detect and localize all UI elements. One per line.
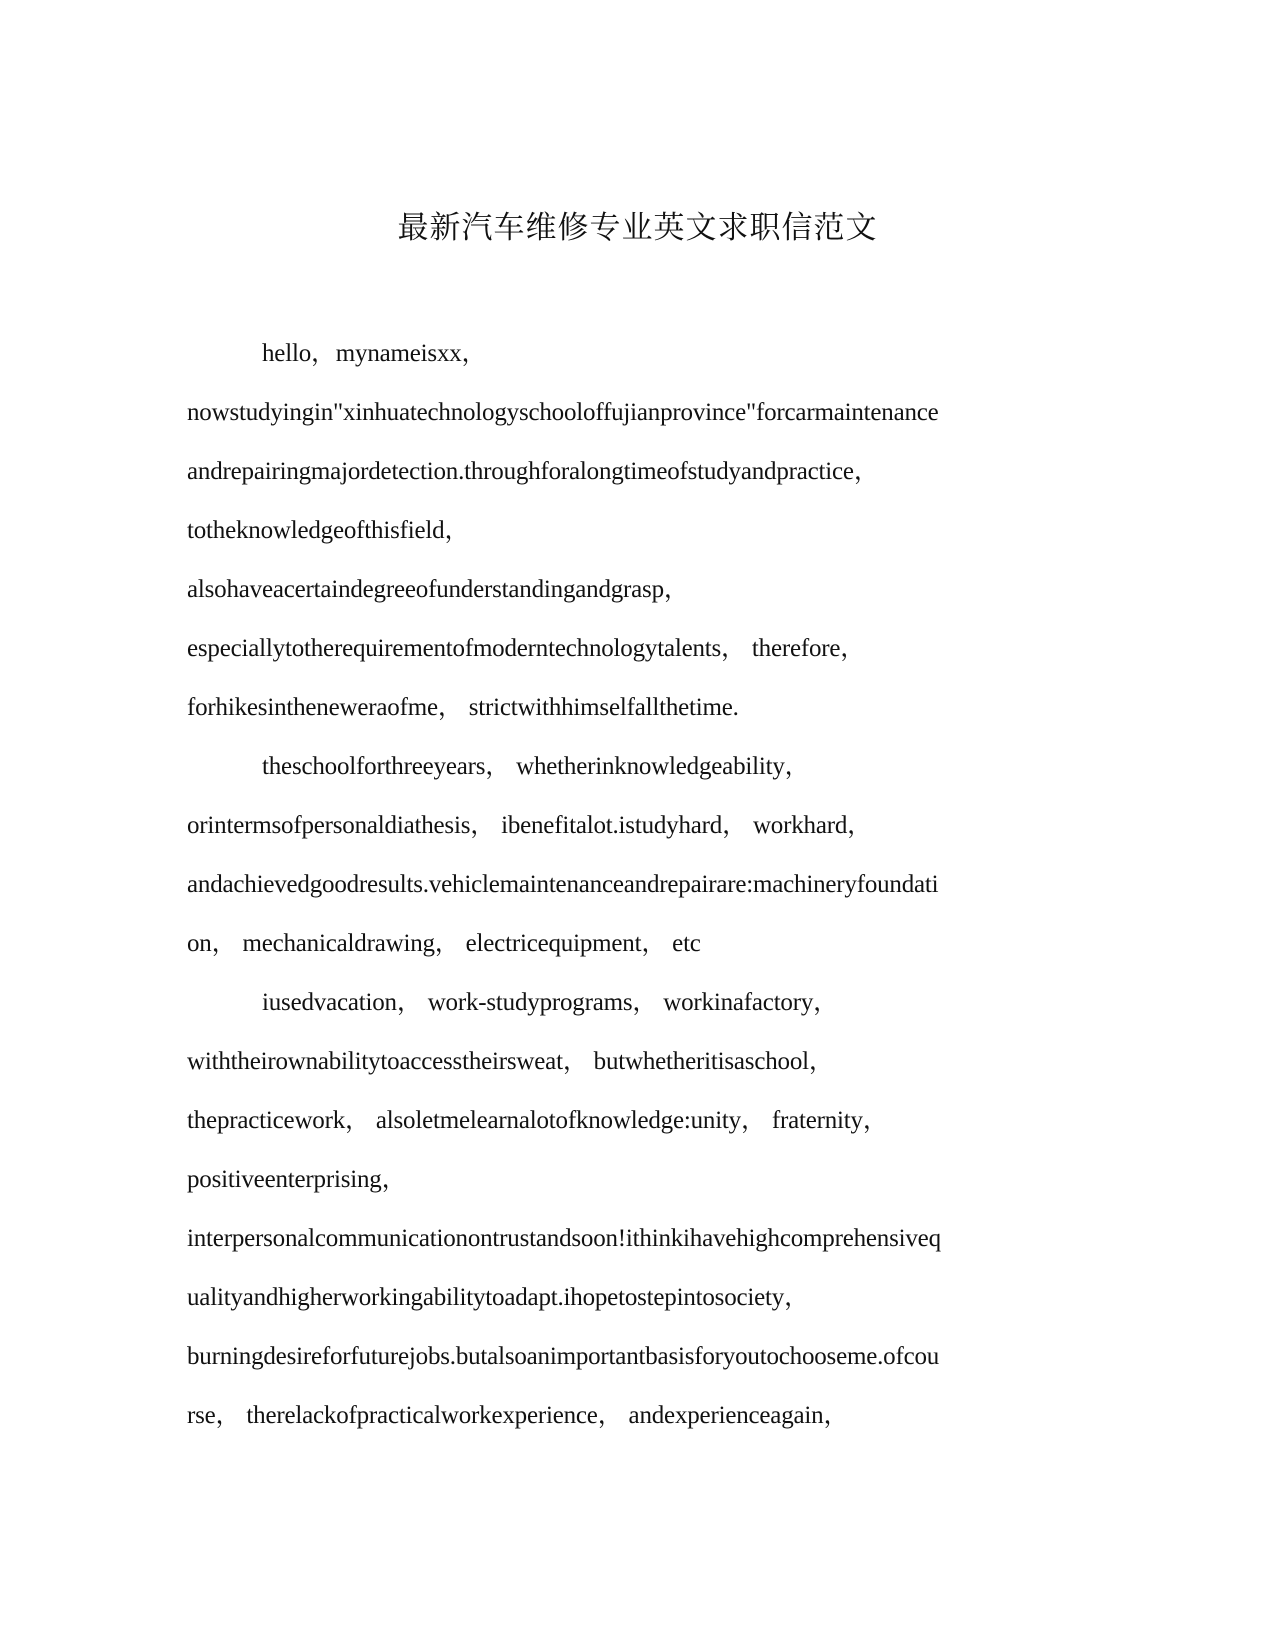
body-line: thepracticework， alsoletmelearnalotofknowledge:unity， fraternity， xyxy=(187,1107,888,1134)
body-line: nowstudyingin"xinhuatechnologyschooloffujianprovince"forcarmaintenance xyxy=(187,399,939,426)
body-line: burningdesireforfuturejobs.butalsoanimportantbasisforyoutochooseme.ofcou xyxy=(187,1343,940,1370)
body-line: ualityandhigherworkingabilitytoadapt.ihopetostepintosociety， xyxy=(187,1284,809,1311)
body-line: orintermsofpersonaldiathesis， ibenefitalot.istudyhard， workhard， xyxy=(187,812,872,839)
body-line: iusedvacation， work-studyprograms， workinafactory， xyxy=(262,989,838,1016)
body-line: totheknowledgeofthisfield， xyxy=(187,517,470,544)
body-line: especiallytotherequirementofmoderntechnologytalents， therefore， xyxy=(187,635,866,662)
body-line: interpersonalcommunicationontrustandsoon!ithinkihavehighcomprehensiveq xyxy=(187,1225,941,1252)
body-line: forhikesintheneweraofme， strictwithhimselfallthetime. xyxy=(187,694,739,721)
body-line: andachievedgoodresults.vehiclemaintenanceandrepairare:machineryfoundati xyxy=(187,871,939,898)
body-line: on， mechanicaldrawing， electricequipment， etc xyxy=(187,930,701,957)
body-line: alsohaveacertaindegreeofunderstandingandgrasp， xyxy=(187,576,689,603)
body-line: positiveenterprising， xyxy=(187,1166,407,1193)
body-line: andrepairingmajordetection.throughforalongtimeofstudyandpractice， xyxy=(187,458,879,485)
document-title: 最新汽车维修专业英文求职信范文 xyxy=(397,210,878,246)
body-line: hello，mynameisxx， xyxy=(262,340,487,367)
body-line: rse， therelackofpracticalworkexperience， andexperienceagain， xyxy=(187,1402,849,1429)
body-line: theschoolforthreeyears， whetherinknowledgeability， xyxy=(262,753,810,780)
body-line: withtheirownabilitytoaccesstheirsweat， butwhetheritisaschool， xyxy=(187,1048,834,1075)
